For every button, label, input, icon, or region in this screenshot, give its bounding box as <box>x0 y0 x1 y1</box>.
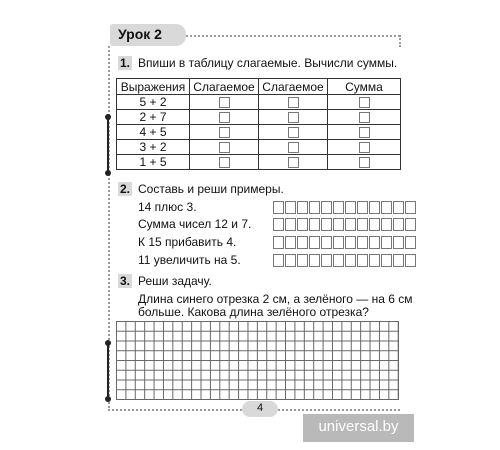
answer-box[interactable] <box>359 142 370 153</box>
answer-box[interactable] <box>219 127 230 138</box>
addends-table <box>116 78 401 170</box>
table-row <box>117 95 401 110</box>
lesson-title: Урок 2 <box>118 26 162 42</box>
header-sum: Сумма <box>328 79 401 95</box>
answer-box[interactable] <box>219 157 230 168</box>
bottom-dotted-border-left <box>108 409 242 411</box>
expression-cell: 4 + 5 <box>117 125 190 140</box>
answer-box[interactable] <box>359 157 370 168</box>
header-addend-1: Слагаемое <box>190 79 259 95</box>
top-dotted-border <box>186 35 400 37</box>
table-row <box>117 125 401 140</box>
marker-dot <box>105 170 111 176</box>
marker-line <box>107 118 109 174</box>
answer-box[interactable] <box>359 127 370 138</box>
answer-box[interactable] <box>219 112 230 123</box>
header-addend-2: Слагаемое <box>259 79 328 95</box>
answer-box[interactable] <box>219 142 230 153</box>
task2-item: К 15 прибавить 4. <box>138 235 237 249</box>
table-row <box>117 155 401 170</box>
expression-cell: 3 + 2 <box>117 140 190 155</box>
bottom-dotted-border-right <box>278 409 400 411</box>
expression-cell: 5 + 2 <box>117 95 190 110</box>
header-expressions: Выражения <box>117 79 190 95</box>
answer-box[interactable] <box>288 97 299 108</box>
answer-box[interactable] <box>359 112 370 123</box>
answer-box[interactable] <box>359 97 370 108</box>
task3-problem-line: больше. Какова длина зелёного отрезка? <box>138 305 369 319</box>
task2-number: 2. <box>120 182 131 196</box>
table-header-row <box>117 79 401 95</box>
right-dotted-border <box>399 35 401 47</box>
answer-cells[interactable] <box>273 218 417 231</box>
answer-box[interactable] <box>288 112 299 123</box>
answer-cells[interactable] <box>273 201 417 214</box>
expression-cell: 2 + 7 <box>117 110 190 125</box>
task3-problem-line: Длина синего отрезка 2 см, а зелёного — на 6 см <box>138 292 413 306</box>
watermark-text: universal.by <box>318 418 399 435</box>
table-row <box>117 140 401 155</box>
task3-number: 3. <box>120 274 131 288</box>
task1-number: 1. <box>120 56 131 70</box>
page-number: 4 <box>256 402 264 414</box>
answer-cells[interactable] <box>273 236 417 249</box>
answer-cells[interactable] <box>273 254 417 267</box>
expression-cell: 1 + 5 <box>117 155 190 170</box>
table-row <box>117 110 401 125</box>
answer-box[interactable] <box>288 157 299 168</box>
task2-instruction: Составь и реши примеры. <box>138 182 284 196</box>
marker-line <box>107 344 109 400</box>
solution-grid[interactable] <box>116 321 399 400</box>
answer-box[interactable] <box>288 142 299 153</box>
task2-item: 14 плюс 3. <box>138 200 197 214</box>
marker-dot <box>105 396 111 402</box>
task3-instruction: Реши задачу. <box>138 274 212 288</box>
task2-item: Сумма чисел 12 и 7. <box>138 217 252 231</box>
task2-item: 11 увеличить на 5. <box>138 253 241 267</box>
task1-instruction: Впиши в таблицу слагаемые. Вычисли суммы. <box>138 56 398 70</box>
answer-box[interactable] <box>288 127 299 138</box>
answer-box[interactable] <box>219 97 230 108</box>
